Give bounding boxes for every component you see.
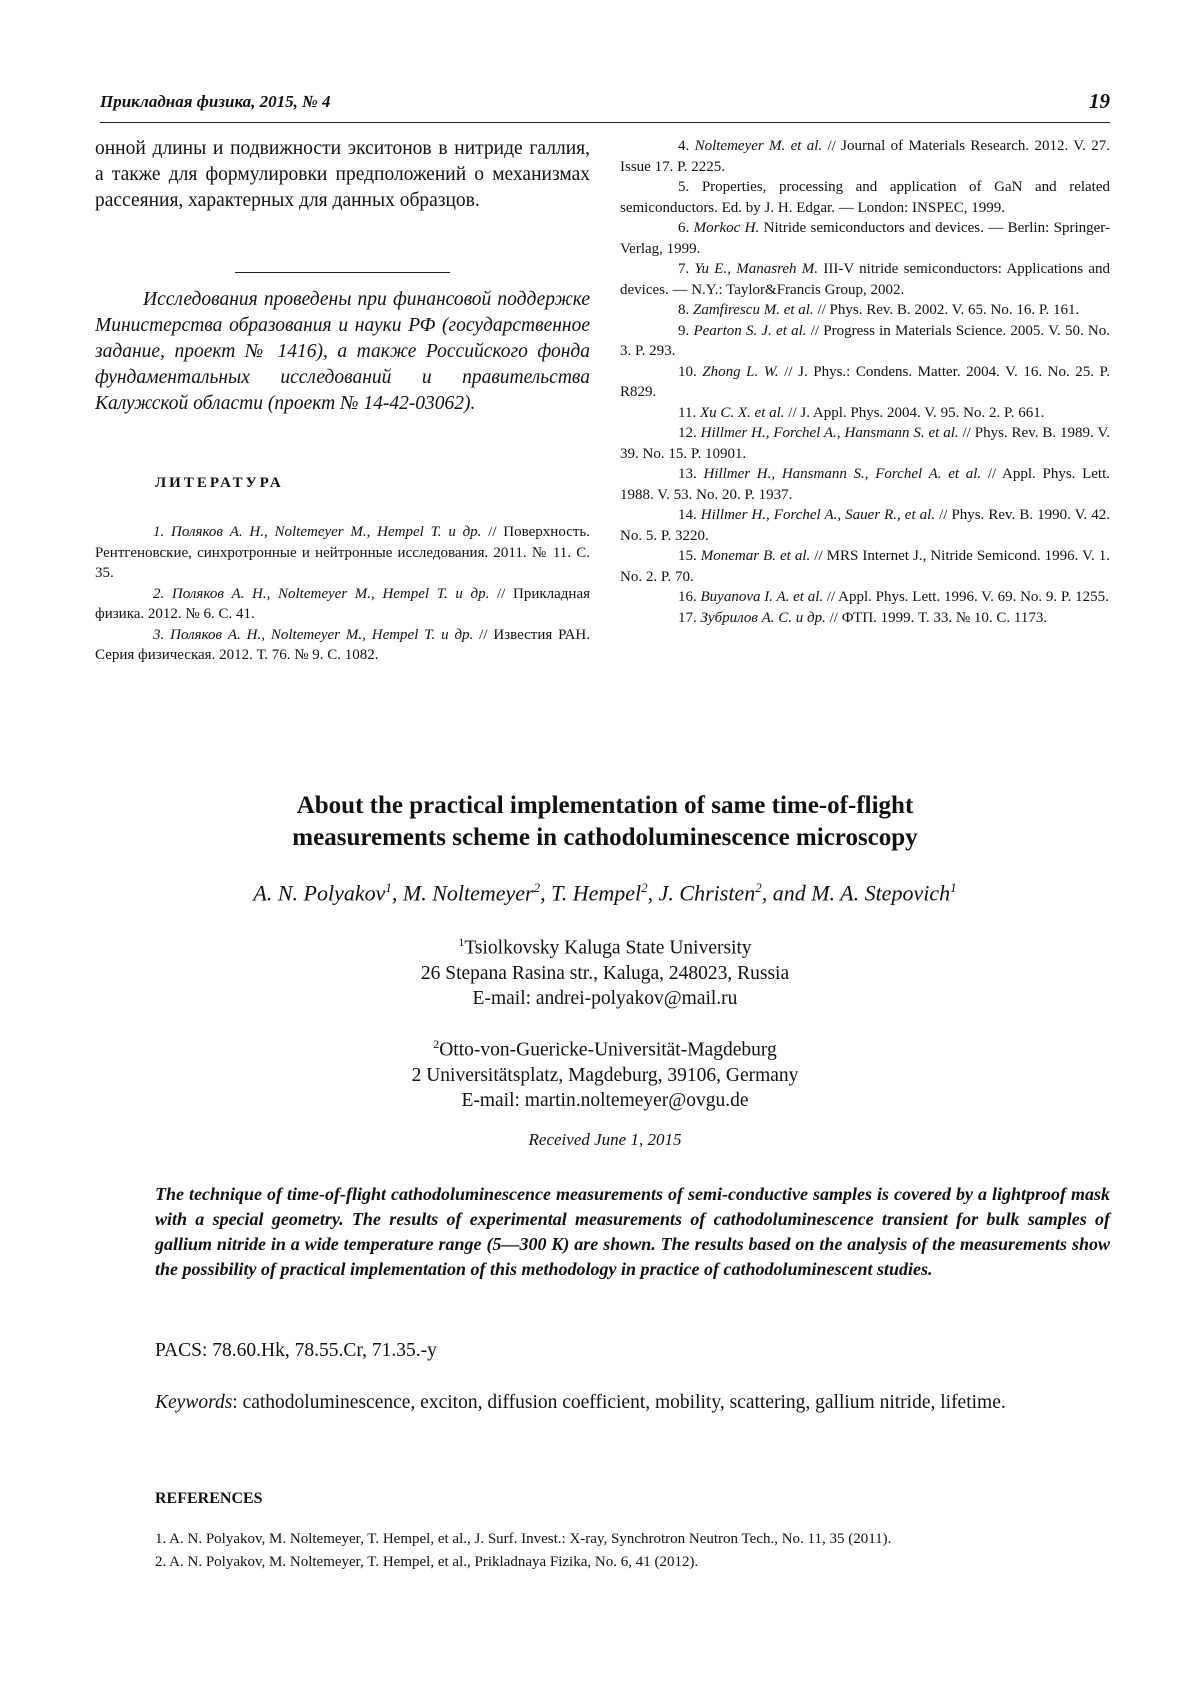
- reference-source: // Progress in Materials Science. 2005. V. 50. No. 3. P. 293.: [620, 322, 1110, 359]
- affiliation-2: [100, 1032, 1110, 1113]
- reference-item: 10. Zhong L. W. // J. Phys.: Condens. Matter. 2004. V. 16. No. 25. P. R829.: [620, 363, 1110, 400]
- reference-source: // Phys. Rev. B. 2002. V. 65. No. 16. P. 161.: [813, 302, 1080, 318]
- journal-title: Прикладная физика, 2015, № 4: [100, 92, 331, 111]
- reference-source: Nitride semiconductors and devices. — Berlin: Springer-Verlag, 1999.: [620, 220, 1110, 257]
- reference-authors: Hillmer H., Forchel A., Sauer R., et al.: [700, 507, 936, 523]
- reference-source: // Поверхность. Рентгеновские, синхротронные и нейтронные исследования. 2011. № 11. С. 35.: [95, 524, 590, 581]
- reference-item: [95, 584, 590, 625]
- reference-source: // MRS Internet J., Nitride Semicond. 1996. V. 1. No. 2. P. 70.: [620, 548, 1110, 585]
- reference-authors: Zamfirescu M. et al.: [693, 302, 814, 318]
- affiliation-address: 26 Stepana Rasina str., Kaluga, 248023, Russia: [420, 962, 790, 984]
- author-name: T. Hempel: [551, 880, 642, 906]
- reference-source: // Appl. Phys. Lett. 1996. V. 69. No. 9. P. 1255.: [823, 589, 1109, 605]
- reference-authors: Noltemeyer M. et al.: [694, 138, 823, 154]
- reference-item: 12. Hillmer H., Forchel A., Hansmann S. et al. // Phys. Rev. B. 1989. V. 39. No. 15. P. 10901.: [620, 425, 1111, 462]
- literature-heading: ЛИТЕРАТУРА: [155, 475, 284, 491]
- reference-authors: Hillmer H., Hansmann S., Forchel A. et al.: [703, 466, 982, 482]
- funding-acknowledgement: Исследования проведены при финансовой поддержке Министерства образования и науки РФ (государственное задание, проект № 1416), а также Российского фонда фундаментальных исследований и правительства Калужской области (проект № 14-42-03062).: [95, 289, 590, 414]
- author-name: A. N. Polyakov: [253, 880, 386, 906]
- reference-authors: Zhong L. W.: [702, 363, 779, 380]
- reference-item: 11. Xu C. X. et al. // J. Appl. Phys. 2004. V. 95. No. 2. P. 661.: [678, 404, 1045, 421]
- reference-authors: Buyanova I. A. et al.: [700, 589, 824, 605]
- reference-source: // Appl. Phys. Lett. 1988. V. 53. No. 20. P. 1937.: [620, 466, 1111, 503]
- reference-authors: 3. Поляков А. Н., Noltemeyer M., Hempel T. и др.: [153, 626, 474, 643]
- keywords-text: : cathodoluminescence, exciton, diffusion coefficient, mobility, scattering, gallium nitride, lifetime.: [232, 1392, 1006, 1413]
- reference-authors: Зубрилов А. С. и др.: [700, 609, 826, 626]
- reference-item: 5. Properties, processing and application of GaN and related semiconductors. Ed. by J. H. Edgar. — London: INSPEC, 1999.: [620, 179, 1110, 216]
- reference-item: 14. Hillmer H., Forchel A., Sauer R., et al. // Phys. Rev. B. 1990. V. 42. No. 5. P. 3220.: [620, 507, 1111, 544]
- reference-source: III-V nitride semiconductors: Applications and devices. — N.Y.: Taylor&Francis Group, 2002.: [620, 261, 1110, 298]
- affiliation-name: $^2$Otto-von-Guericke-Universität-Magdeburg: [433, 1037, 777, 1061]
- reference-authors: Yu E., Manasreh M.: [694, 261, 819, 277]
- references-heading: REFERENCES: [155, 1490, 263, 1507]
- author-name: M. A. Stepovich: [811, 880, 951, 906]
- affiliation-email: E-mail: andrei-polyakov@mail.ru: [472, 987, 738, 1009]
- reference-source: // Phys. Rev. B. 1989. V. 39. No. 15. P. 10901.: [620, 425, 1111, 462]
- reference-source: // Journal of Materials Research. 2012. V. 27. Issue 17. P. 2225.: [620, 138, 1111, 175]
- reference-item: 15. Monemar B. et al. // MRS Internet J., Nitride Semicond. 1996. V. 1. No. 2. P. 70.: [620, 548, 1110, 585]
- affiliation-email: E-mail: martin.noltemeyer@ovgu.de: [461, 1089, 749, 1111]
- reference-source: // Прикладная физика. 2012. № 6. С. 41.: [95, 585, 590, 622]
- reference-item: 8. Zamfirescu M. et al. // Phys. Rev. B. 2002. V. 65. No. 16. P. 161.: [678, 302, 1080, 318]
- reference-item: 2. A. N. Polyakov, M. Noltemeyer, T. Hempel, et al., Prikladnaya Fizika, No. 6, 41 (2012).: [155, 1554, 699, 1570]
- reference-authors: Hillmer H., Forchel A., Hansmann S. et al.: [700, 425, 959, 441]
- reference-item: 9. Pearton S. J. et al. // Progress in Materials Science. 2005. V. 50. No. 3. P. 293.: [620, 322, 1110, 359]
- page-number: 19: [1089, 89, 1110, 113]
- reference-authors: Monemar B. et al.: [700, 548, 811, 564]
- received-date: Received June 1, 2015: [528, 1130, 682, 1149]
- reference-item: 6. Morkoc H. Nitride semiconductors and devices. — Berlin: Springer-Verlag, 1999.: [620, 220, 1110, 257]
- reference-item: 7. Yu E., Manasreh M. III-V nitride semiconductors: Applications and devices. — N.Y.: Taylor&Francis Group, 2002.: [620, 261, 1110, 298]
- reference-source: // J. Phys.: Condens. Matter. 2004. V. 16. No. 25. P. R829.: [620, 363, 1110, 400]
- reference-source: // Phys. Rev. B. 1990. V. 42. No. 5. P. 3220.: [620, 507, 1111, 544]
- reference-item: 1. A. N. Polyakov, M. Noltemeyer, T. Hempel, et al., J. Surf. Invest.: X-ray, Synchrotron Neutron Tech., No. 11, 35 (2011).: [155, 1531, 892, 1547]
- reference-authors: 2. Поляков А. Н., Noltemeyer M., Hempel T. и др.: [153, 585, 490, 602]
- reference-source: // Известия РАН. Серия физическая. 2012. Т. 76. № 9. С. 1082.: [95, 626, 590, 663]
- reference-item: 17. Зубрилов А. С. и др. // ФТП. 1999. Т. 33. № 10. С. 1173.: [678, 609, 1048, 626]
- reference-item: 16. Buyanova I. A. et al. // Appl. Phys. Lett. 1996. V. 69. No. 9. P. 1255.: [678, 589, 1109, 605]
- reference-authors: Pearton S. J. et al.: [693, 322, 807, 339]
- abstract: The technique of time-of-flight cathodoluminescence measurements of semi-conductive samples is covered by a lightproof mask with a special geometry. The results of experimental measurements of cathodoluminescence transient for bulk samples of gallium nitride in a wide temperature range (5—300 K) are shown. The results based on the analysis of the measurements show the possibility of practical implementation of this methodology in practice of cathodoluminescent studies.: [155, 1184, 1110, 1279]
- reference-source: // ФТП. 1999. Т. 33. № 10. С. 1173.: [825, 609, 1048, 626]
- author-name: M. Noltemeyer: [402, 880, 534, 906]
- reference-authors: 1. Поляков А. Н., Noltemeyer M., Hempel T. и др.: [153, 524, 482, 540]
- reference-item: [95, 522, 590, 584]
- reference-item: [95, 625, 590, 666]
- author-name: J. Christen: [658, 880, 756, 906]
- affiliation-name: $^1$Tsiolkovsky Kaluga State University: [458, 935, 752, 959]
- reference-list-en: [155, 1528, 1115, 1574]
- author-list: A. N. Polyakov$^1$, M. Noltemeyer$^2$, T. Hempel$^2$, J. Christen$^2$, and M. A. Stepovich$^1$: [253, 880, 957, 906]
- reference-source: // J. Appl. Phys. 2004. V. 95. No. 2. P. 661.: [784, 404, 1045, 421]
- reference-item: 13. Hillmer H., Hansmann S., Forchel A. et al. // Appl. Phys. Lett. 1988. V. 53. No. 20. P. 1937.: [620, 466, 1111, 503]
- footnote-divider: [235, 272, 450, 273]
- affiliation-1: [100, 930, 1110, 1011]
- affiliation-address: 2 Universitätsplatz, Magdeburg, 39106, Germany: [411, 1064, 799, 1086]
- right-column: [620, 136, 1110, 628]
- reference-authors: Morkoc H.: [693, 220, 760, 236]
- keywords: [155, 1390, 1110, 1415]
- continued-paragraph: онной длины и подвижности экситонов в нитриде галлия, а также для формулировки предположений о механизмах рассеяния, характерных для данных образцов.: [95, 138, 590, 211]
- pacs-codes: PACS: 78.60.Hk, 78.55.Cr, 71.35.-y: [155, 1340, 437, 1361]
- reference-item: 4. Noltemeyer M. et al. // Journal of Materials Research. 2012. V. 27. Issue 17. P. 2225.: [620, 138, 1111, 175]
- running-header: [100, 89, 1110, 123]
- left-column: [95, 136, 590, 666]
- keywords-label: Keywords: [155, 1392, 233, 1413]
- reference-source: Properties, processing and application of GaN and related semiconductors. Ed. by J. H. Edgar. — London: INSPEC, 1999.: [620, 179, 1110, 216]
- article-title: About the practical implementation of same time-of-flight measurements scheme in cathodoluminescence microscopy: [292, 792, 918, 851]
- reference-authors: Xu C. X. et al.: [699, 404, 785, 421]
- reference-list-ru: [95, 522, 590, 666]
